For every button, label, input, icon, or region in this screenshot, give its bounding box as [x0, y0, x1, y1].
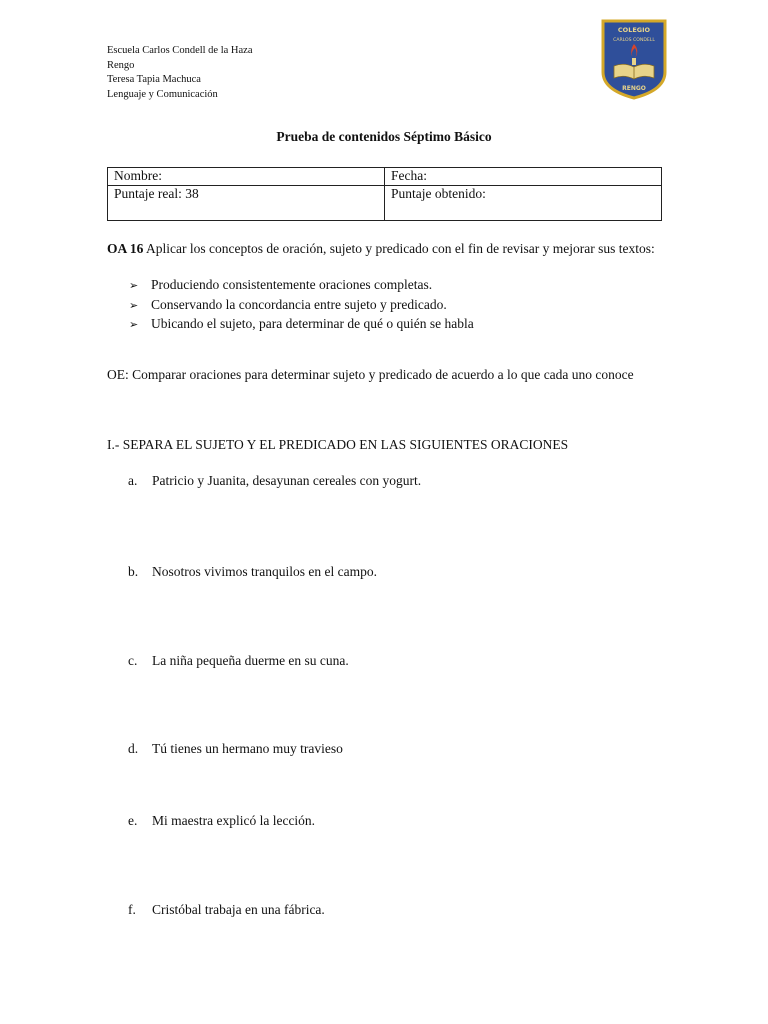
oa-text: Aplicar los conceptos de oración, sujeto y predicado con el fin de revisar y mejorar sus textos: [143, 241, 655, 256]
exercise-item: c. La niña pequeña duerme en su cuna. [128, 653, 349, 668]
learning-objective [107, 240, 662, 258]
city-name: Rengo [107, 59, 135, 71]
exercise-item: f. Cristóbal trabaja en una fábrica. [128, 902, 325, 917]
specific-objective: OE: Comparar oraciones para determinar sujeto y predicado de acuerdo a lo que cada uno conoce [107, 367, 634, 382]
info-table [107, 167, 662, 221]
page-title: Prueba de contenidos Séptimo Básico [276, 129, 492, 144]
oa-label: OA 16 [107, 241, 144, 256]
objective-bullets [129, 276, 474, 335]
name-field[interactable]: Nombre: [108, 168, 385, 186]
logo-bottom-text: RENGO [622, 85, 646, 92]
exercise-item: a. Patricio y Juanita, desayunan cereales con yogurt. [128, 473, 422, 488]
subject-name: Lenguaje y Comunicación [107, 88, 218, 100]
list-item: ➢ Conservando la concordancia entre sujeto y predicado. [129, 296, 474, 316]
teacher-name: Teresa Tapia Machuca [107, 74, 201, 85]
header-block [107, 44, 253, 102]
arrow-bullet-icon: ➢ [129, 280, 139, 292]
section-title: I.- SEPARA EL SUJETO Y EL PREDICADO EN LAS SIGUIENTES ORACIONES [107, 437, 569, 452]
logo-top-text: COLEGIO [617, 26, 651, 34]
list-item: ➢ Produciendo consistentemente oraciones completas. [129, 276, 474, 296]
school-name: Escuela Carlos Condell de la Haza [107, 45, 253, 56]
date-field[interactable]: Fecha: [385, 168, 662, 186]
arrow-bullet-icon: ➢ [129, 299, 139, 312]
logo-middle-text: CARLOS CONDELL [613, 38, 655, 43]
list-item: ➢ Ubicando el sujeto, para determinar de qué o quién se habla [129, 315, 474, 335]
arrow-bullet-icon: ➢ [129, 319, 139, 331]
exercise-item: b. Nosotros vivimos tranquilos en el campo. [128, 564, 377, 579]
score-obtained-field[interactable]: Puntaje obtenido: [385, 186, 662, 221]
exercise-item: e. Mi maestra explicó la lección. [128, 813, 316, 828]
school-logo [600, 18, 668, 100]
exercise-item: d. Tú tienes un hermano muy travieso [128, 741, 343, 756]
score-real: Puntaje real: 38 [108, 186, 385, 221]
